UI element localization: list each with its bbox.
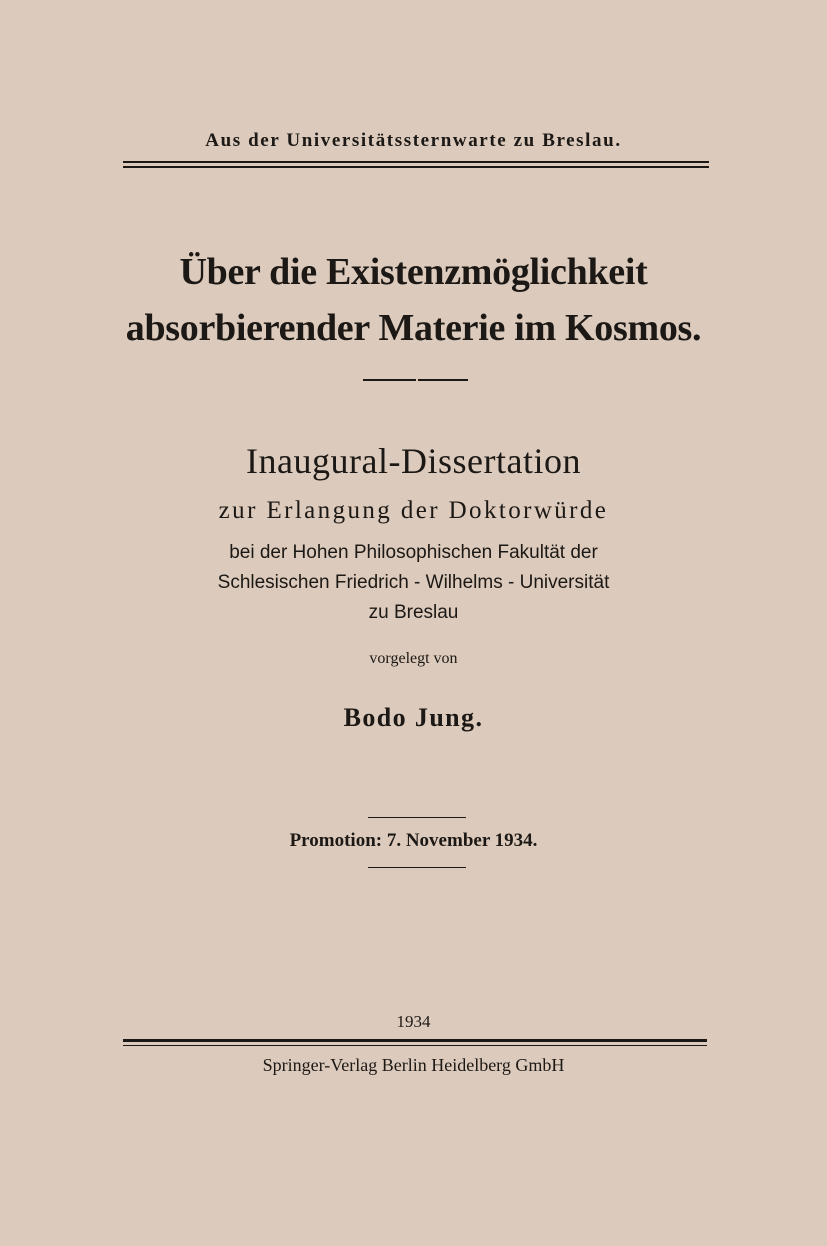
publisher-line: Springer-Verlag Berlin Heidelberg GmbH bbox=[262, 1055, 565, 1075]
dissertation-heading: Inaugural-Dissertation bbox=[246, 441, 581, 481]
submitted-by-label: vorgelegt von bbox=[369, 650, 458, 667]
title-separator-left bbox=[363, 379, 416, 381]
promotion-rule-top bbox=[368, 817, 466, 818]
bottom-double-rule-upper bbox=[123, 1039, 707, 1042]
title-separator-right bbox=[418, 379, 468, 381]
faculty-line-1: bei der Hohen Philosophischen Fakultät der bbox=[229, 542, 598, 563]
promotion-date: Promotion: 7. November 1934. bbox=[289, 830, 538, 851]
faculty-line-2: Schlesischen Friedrich - Wilhelms - Universität bbox=[217, 572, 610, 593]
faculty-line-3: zu Breslau bbox=[368, 602, 459, 623]
title-line-2: absorbierender Materie im Kosmos. bbox=[125, 307, 702, 349]
title-line-1: Über die Existenzmöglichkeit bbox=[179, 251, 648, 293]
bottom-double-rule-lower bbox=[123, 1045, 707, 1046]
institute-line: Aus der Universitätssternwarte zu Breslau. bbox=[205, 130, 622, 151]
top-double-rule-lower bbox=[123, 166, 709, 168]
dissertation-purpose: zur Erlangung der Doktorwürde bbox=[218, 497, 609, 524]
author-name: Bodo Jung. bbox=[343, 703, 484, 732]
promotion-rule-bottom bbox=[368, 867, 466, 868]
top-double-rule-upper bbox=[123, 161, 709, 163]
publication-year: 1934 bbox=[396, 1012, 431, 1031]
